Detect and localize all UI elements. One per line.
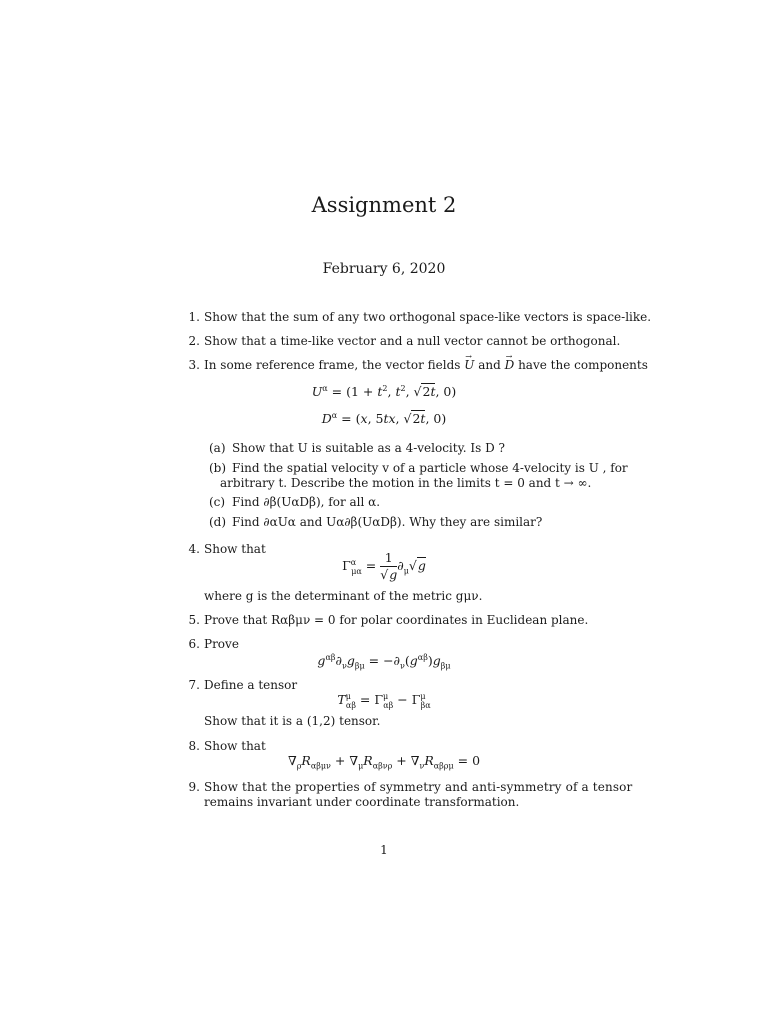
problem-text: where g is the determinant of the metric gμν. [204, 589, 483, 603]
problem-number: 3. [188, 358, 200, 372]
problem-text: Define a tensor [204, 678, 298, 692]
subproblem-text: arbitrary t. Describe the motion in the limits t = 0 and t → ∞. [220, 476, 592, 490]
problem-text: Show that [204, 739, 266, 753]
equation-metric: $g^{\alpha\beta}\partial_\nu g_{\beta\mu} = -\partial_\nu(g^{\alpha\beta})g_{\beta\mu}$ [317, 652, 451, 671]
problem-text: Show that [204, 542, 266, 556]
problem-number: 5. [188, 613, 200, 627]
problem-number: 1. [188, 310, 200, 324]
problem-number: 7. [188, 678, 200, 692]
subproblem-text: Find ∂αUα and Uα∂β(UαDβ). Why they are similar? [232, 515, 543, 529]
problem-number: 2. [188, 334, 200, 348]
problem-text: remains invariant under coordinate transformation. [204, 795, 520, 809]
equation-tensor: $T^\mu_{\alpha\beta} = \Gamma^\mu_{\alpha\beta} - \Gamma^\mu_{\beta\alpha}$ [337, 691, 431, 710]
problem-number: 6. [188, 637, 200, 651]
subproblem-label: (c) [209, 495, 226, 509]
problem-number: 8. [188, 739, 200, 753]
subproblem-label: (a) [209, 441, 226, 455]
page-title: Assignment 2 [311, 193, 457, 217]
subproblem-text: Find ∂β(UαDβ), for all α. [232, 495, 381, 509]
problem-number: 4. [188, 542, 200, 556]
problem-text: Prove that Rαβμν = 0 for polar coordinates in Euclidean plane. [204, 613, 589, 627]
equation-D: $D^\alpha = (x$, 5tx, √2t, 0) [321, 410, 447, 426]
subproblem-text: Find the spatial velocity v of a particle whose 4-velocity is U , for [232, 461, 628, 475]
subproblem-text: Show that U is suitable as a 4-velocity. Is D ? [232, 441, 505, 455]
problem-text: Show that the sum of any two orthogonal space-like vectors is space-like. [204, 310, 652, 324]
equation-U: $U^\alpha = (1 + t^2$, $t^2$, √2t, 0) [311, 383, 457, 399]
equation-bianchi: $\nabla_\rho R_{\alpha\beta\mu\nu} + \nabla_\mu R_{\alpha\beta\nu\rho} + \nabla_\nu R_{\alpha\beta\rho\mu} = 0$ [287, 753, 481, 771]
page-date: February 6, 2020 [322, 261, 446, 277]
problem-text: In some reference frame, the vector fields → U and → D have the components [204, 358, 648, 373]
problem-text: Show that the properties of symmetry and anti-symmetry of a tensor [204, 780, 633, 794]
problem-number: 9. [188, 780, 200, 794]
problem-text: Prove [204, 637, 239, 651]
equation-christoffel: $\Gamma^\alpha_{\mu\alpha}$ = $\frac{1}{√g}$ $\partial_\mu√g$ [342, 550, 426, 582]
problem-text: Show that it is a (1,2) tensor. [204, 714, 381, 728]
subproblem-label: (d) [209, 515, 227, 529]
subproblem-label: (b) [209, 461, 227, 475]
problem-text: Show that a time-like vector and a null vector cannot be orthogonal. [204, 334, 621, 348]
page-number: 1 [380, 843, 388, 857]
